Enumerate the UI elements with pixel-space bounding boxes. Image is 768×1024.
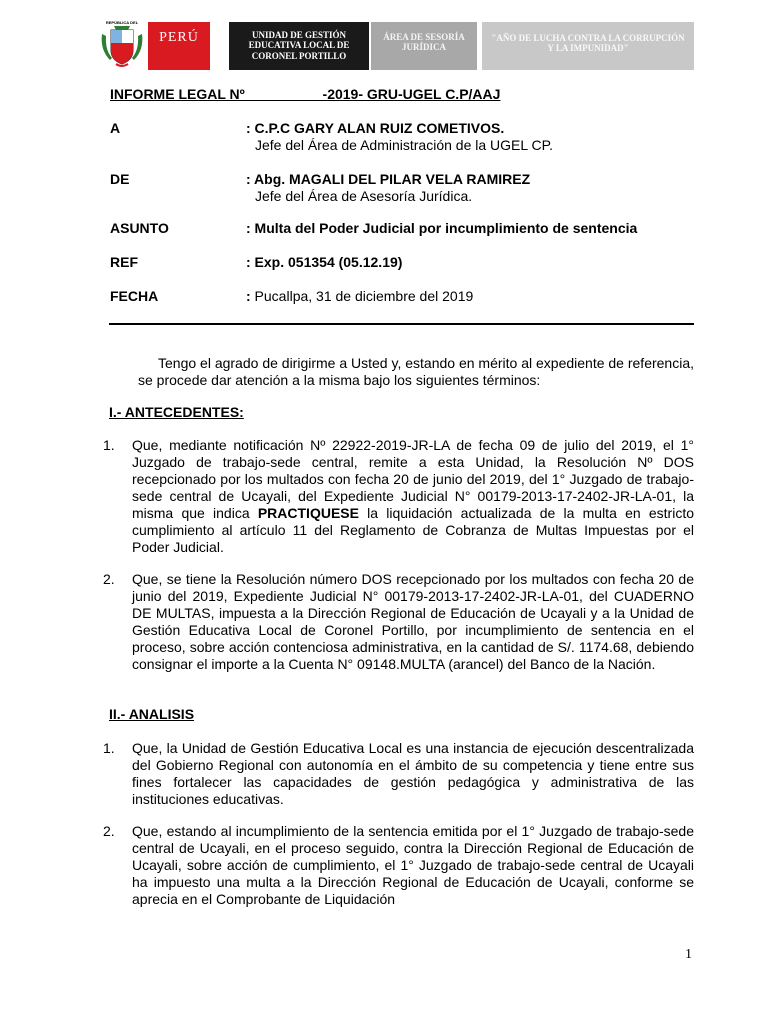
institution-box bbox=[229, 22, 369, 70]
coat-of-arms-icon bbox=[98, 20, 146, 70]
document-title: INFORME LEGAL Nº -2019- GRU-UGEL C.P/AAJ bbox=[110, 86, 501, 102]
institution-line-2: EDUCATIVA LOCAL DE bbox=[248, 40, 350, 51]
list-item bbox=[103, 571, 694, 673]
field-to-subtitle: Jefe del Área de Administración de la UGEL CP. bbox=[255, 137, 554, 153]
crest-caption: REPÚBLICA DEL bbox=[105, 20, 139, 25]
letterhead bbox=[98, 18, 694, 72]
section-heading-analysis: II.- ANALISIS bbox=[109, 706, 195, 722]
field-reference-label: REF bbox=[110, 254, 138, 270]
country-badge bbox=[148, 22, 210, 70]
field-from-subtitle: Jefe del Área de Asesoría Jurídica. bbox=[255, 188, 473, 204]
field-date-value: Pucallpa, 31 de diciembre del 2019 bbox=[250, 288, 474, 304]
page-number: 1 bbox=[685, 947, 692, 962]
area-box bbox=[371, 22, 477, 70]
field-subject-value: : Multa del Poder Judicial por incumplimiento de sentencia bbox=[246, 220, 638, 236]
institution-line-3: CORONEL PORTILLO bbox=[251, 50, 347, 61]
intro-paragraph: Tengo el agrado de dirigirme a Usted y, estando en mérito al expediente de referencia, se procede dar atención a la misma bajo los siguientes términos: bbox=[138, 355, 694, 388]
area-line-1: ÁREA DE SESORÍA bbox=[383, 32, 465, 42]
field-from-label: DE bbox=[110, 171, 130, 187]
field-from-value: : Abg. MAGALI DEL PILAR VELA RAMIREZ bbox=[246, 171, 531, 187]
emphasis-practiquese: PRACTIQUESE bbox=[257, 505, 359, 521]
institution-line-1: UNIDAD DE GESTIÓN bbox=[251, 30, 347, 40]
list-item-text: Que, la Unidad de Gestión Educativa Local es una instancia de ejecución descentralizada del Gobierno Regional con autonomía en el ámbito de su competencia y tiene entre sus fines fortalecer las capacidades de gestión pedagógica y administrativa de las instituciones educativas. bbox=[132, 740, 694, 807]
list-item-number: 1. bbox=[103, 740, 115, 756]
list-item-text: Que, estando al incumplimiento de la sentencia emitida por el 1° Juzgado de trabajo-sede central de Ucayali, en el proceso seguido, contra la Dirección Regional de Educación de Ucayali, sobre acción de cumplimiento, el 1° Juzgado de trabajo-sede central de Ucayali ha impuesto una multa a la Dirección Regional de Educación de Ucayali, conforme se aprecia en el Comprobante de Liquidación bbox=[132, 823, 694, 907]
field-subject-label: ASUNTO bbox=[110, 220, 169, 236]
list-item-text-start: Que, mediante notificación Nº 22922-2019-JR-LA de fecha 09 de julio del 2019, el 1° Juzgado de trabajo-sede central, remite a esta Unidad, la Resolución Nº DOS recepcionado por los multados con fecha 20 de junio del 2019, del 1° Juzgado de trabajo-sede central de Ucayali, del Expediente Judicial N° 00179-2013-17-2402-JR-LA-01, la misma que indica bbox=[132, 437, 694, 521]
field-date-value-wrap bbox=[246, 288, 473, 304]
section-heading-background: I.- ANTECEDENTES: bbox=[109, 404, 244, 420]
list-item-text-end: la liquidación actualizada de la multa en estricto cumplimiento al artículo 11 del Reglamento de Cobranza de Multas Impuestas por el Poder Judicial. bbox=[132, 505, 694, 555]
country-name: PERÚ bbox=[159, 30, 199, 45]
motto-line-1: "AÑO DE LUCHA CONTRA LA CORRUPCIÓN bbox=[491, 33, 685, 43]
header-divider bbox=[109, 323, 694, 325]
list-item bbox=[103, 740, 694, 808]
field-to-value: : C.P.C GARY ALAN RUIZ COMETIVOS. bbox=[246, 120, 505, 136]
field-to-label: A bbox=[110, 120, 121, 136]
list-item bbox=[103, 823, 694, 908]
motto-box bbox=[482, 22, 694, 70]
list-item-text: Que, se tiene la Resolución número DOS recepcionado por los multados con fecha 20 de junio del 2019, Expediente Judicial N° 00179-2013-17-2402-JR-LA-01, del CUADERNO DE MULTAS, impuesta a la Dirección Regional de Educación de Ucayali y a la Unidad de Gestión Educativa Local de Coronel Portillo, por incumplimiento de sentencia en el proceso, sobre acción contenciosa administrativa, en la cantidad de S/. 1174.68, debiendo consignar el importe a la Cuenta N° 09148.MULTA (arancel) del Banco de la Nación. bbox=[132, 571, 694, 672]
list-item bbox=[103, 437, 694, 556]
field-reference-value: : Exp. 051354 (05.12.19) bbox=[246, 254, 403, 270]
field-date-label: FECHA bbox=[110, 288, 159, 304]
motto-line-2: Y LA IMPUNIDAD" bbox=[547, 43, 629, 54]
area-line-2: JURÍDICA bbox=[401, 42, 446, 53]
list-item-text bbox=[132, 437, 694, 556]
list-item-number: 2. bbox=[103, 823, 115, 839]
list-item-number: 2. bbox=[103, 571, 115, 587]
list-item-number: 1. bbox=[103, 437, 115, 453]
field-date-colon: : bbox=[246, 288, 251, 304]
